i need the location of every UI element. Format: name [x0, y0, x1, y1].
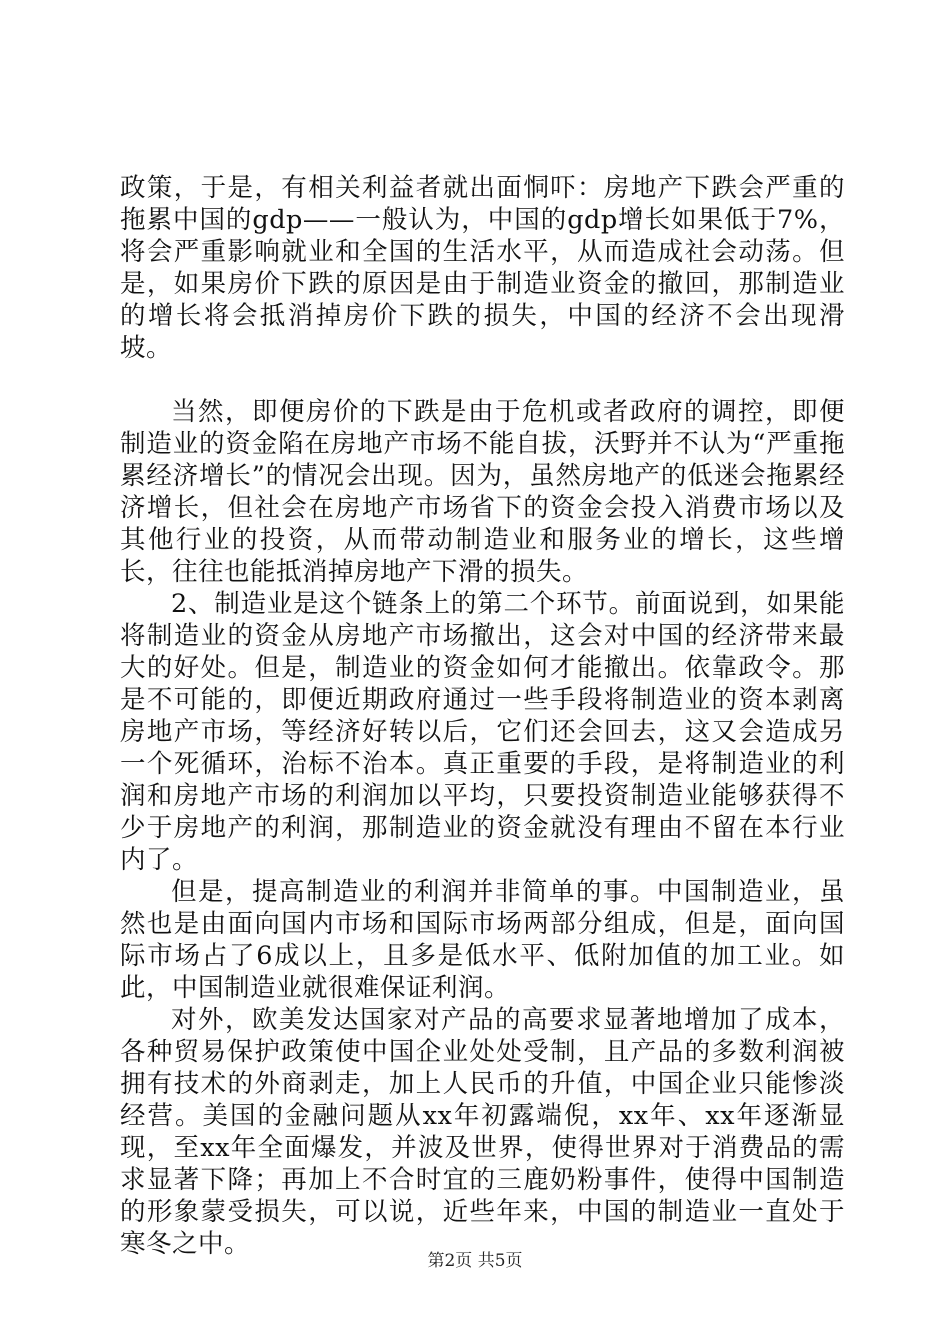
paragraph-1: 政策，于是，有相关利益者就出面恫吓：房地产下跌会严重的拖累中国的gdp——一般认为，中国的gdp增长如果低于7%，将会严重影响就业和全国的生活水平，从而造成社会动荡。但是，如果房价下跌的原因是由于制造业资金的撤回，那制造业的增长将会抵消掉房价下跌的损失，中国的经济不会出现滑坡。 [120, 173, 845, 363]
page-number-footer: 第2页 共5页 [427, 1251, 523, 1271]
document-body [120, 172, 845, 1260]
paragraph-3: 2、制造业是这个链条上的第二个环节。前面说到，如果能将制造业的资金从房地产市场撤出，这会对中国的经济带来最大的好处。但是，制造业的资金如何才能撤出。依靠政令。那是不可能的，即便近期政府通过一些手段将制造业的资本剥离房地产市场，等经济好转以后，它们还会回去，这又会造成另一个死循环，治标不治本。真正重要的手段，是将制造业的利润和房地产市场的利润加以平均，只要投资制造业能够获得不少于房地产的利润，那制造业的资金就没有理由不留在本行业内了。 [120, 589, 845, 875]
paragraph-4: 但是，提高制造业的利润并非简单的事。中国制造业，虽然也是由面向国内市场和国际市场两部分组成，但是，面向国际市场占了6成以上，且多是低水平、低附加值的加工业。如此，中国制造业就很难保证利润。 [120, 877, 845, 1003]
paragraph-2: 当然，即便房价的下跌是由于危机或者政府的调控，即便制造业的资金陷在房地产市场不能自拔，沃野并不认为“严重拖累经济增长”的情况会出现。因为，虽然房地产的低迷会拖累经济增长，但社会在房地产市场省下的资金会投入消费市场以及其他行业的投资，从而带动制造业和服务业的增长，这些增长，往往也能抵消掉房地产下滑的损失。 [120, 397, 845, 587]
paragraph-5: 对外，欧美发达国家对产品的高要求显著地增加了成本，各种贸易保护政策使中国企业处处受制，且产品的多数利润被拥有技术的外商剥走，加上人民币的升值，中国企业只能惨淡经营。美国的金融问题从xx年初露端倪，xx年、xx年逐渐显现，至xx年全面爆发，并波及世界，使得世界对于消费品的需求显著下降；再加上不合时宜的三鹿奶粉事件，使得中国制造的形象蒙受损失，可以说，近些年来，中国的制造业一直处于寒冬之中。 [120, 1005, 845, 1259]
